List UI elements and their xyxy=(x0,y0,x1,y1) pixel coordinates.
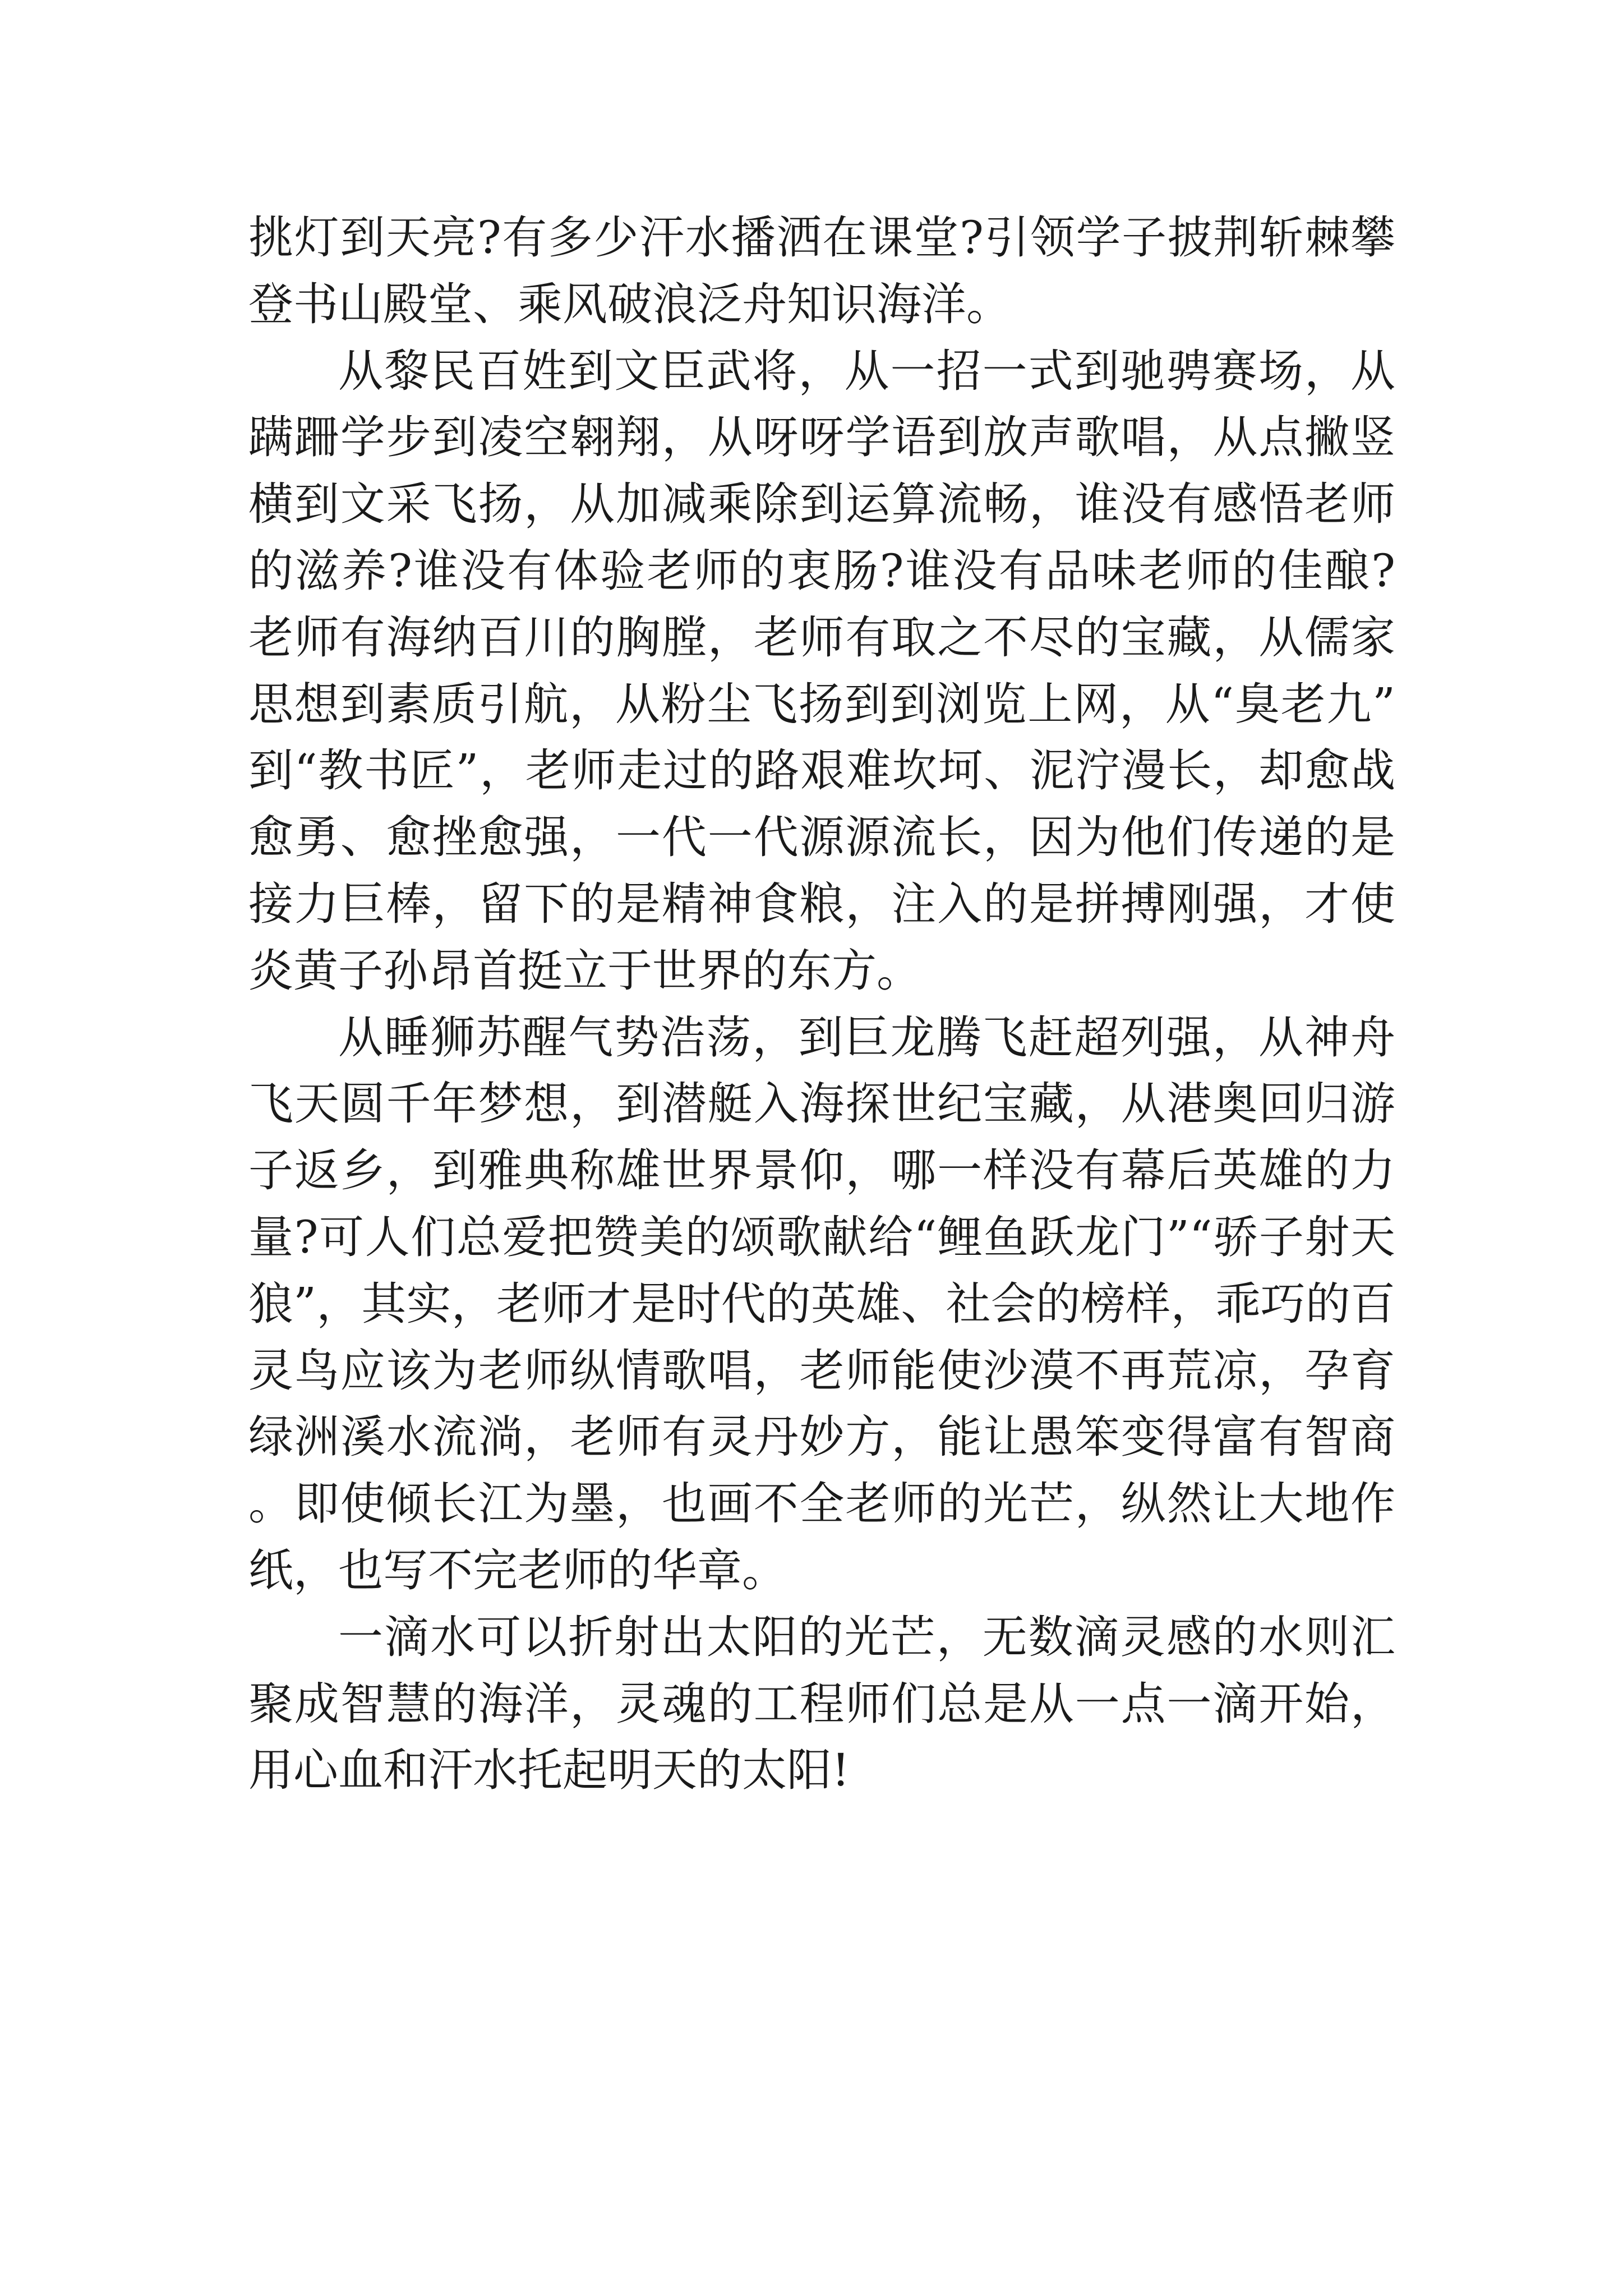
paragraph-4: 一滴水可以折射出太阳的光芒，无数滴灵感的水则汇聚成智慧的海洋，灵魂的工程师们总是从一点一滴开始，用心血和汗水托起明天的太阳! xyxy=(248,1611,1395,1797)
paragraph-2: 从黎民百姓到文臣武将，从一招一式到驰骋赛场，从蹒跚学步到凌空翱翔，从呀呀学语到放声歌唱，从点撇竖横到文采飞扬，从加减乘除到运算流畅，谁没有感悟老师的滋养?谁没有体验老师的衷肠?谁没有品味老师的佳酿?老师有海纳百川的胸膛，老师有取之不尽的宝藏，从儒家思想到素质引航，从粉尘飞扬到到浏览上网，从“臭老九”到“教书匠”，老师走过的路艰难坎坷、泥泞漫长，却愈战愈勇、愈挫愈强，一代一代源源流长，因为他们传递的是接力巨棒，留下的是精神食粮，注入的是拼搏刚强，才使炎黄子孙昂首挺立于世界的东方。 xyxy=(248,344,1395,997)
paragraph-3: 从睡狮苏醒气势浩荡，到巨龙腾飞赶超列强，从神舟飞天圆千年梦想，到潜艇入海探世纪宝藏，从港奥回归游子返乡，到雅典称雄世界景仰，哪一样没有幕后英雄的力量?可人们总爱把赞美的颂歌献给“鲤鱼跃龙门”“骄子射天狼”，其实，老师才是时代的英雄、社会的榜样，乖巧的百灵鸟应该为老师纵情歌唱，老师能使沙漠不再荒凉，孕育绿洲溪水流淌，老师有灵丹妙方，能让愚笨变得富有智商。即使倾长江为墨，也画不全老师的光芒，纵然让大地作纸，也写不完老师的华章。 xyxy=(248,1011,1395,1596)
paragraph-1: 挑灯到天亮?有多少汗水播洒在课堂?引领学子披荆斩棘攀登书山殿堂、乘风破浪泛舟知识海洋。 xyxy=(248,211,1395,330)
document-body xyxy=(248,205,1395,1804)
